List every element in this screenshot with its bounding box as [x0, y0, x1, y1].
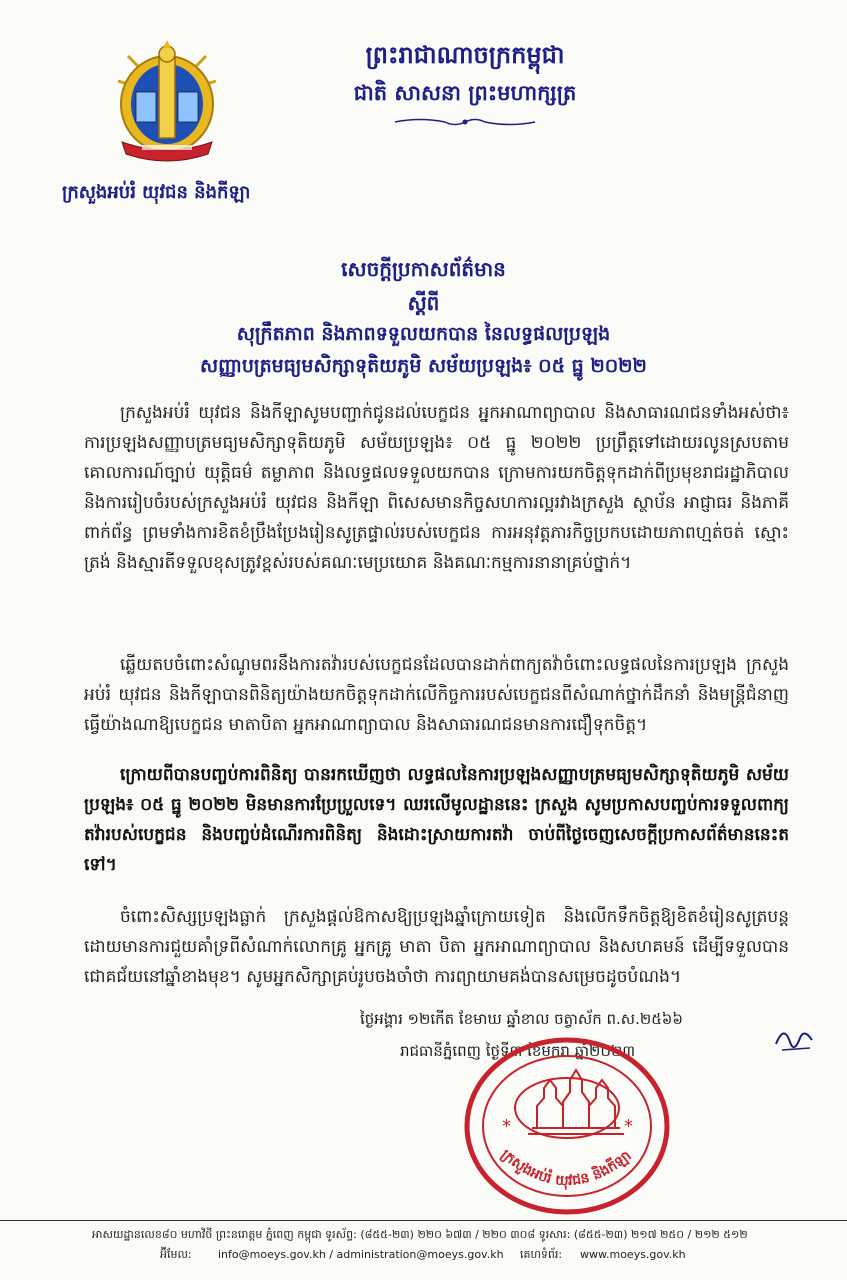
- title-subject-1: សុក្រឹតភាព និងភាពទទួលយកបាន នៃលទ្ធផលប្រឡង: [236, 323, 611, 345]
- title-subject-2: សញ្ញាបត្រមធ្យមសិក្សាទុតិយភូមិ សម័យប្រឡង៖ ០៥ ធ្នូ ២០២២: [200, 355, 647, 377]
- footer-email-label: អ៊ីមែល:: [160, 1248, 192, 1261]
- paragraph-1: ក្រសួងអប់រំ យុវជន និងកីឡាសូមបញ្ជាក់ជូនដល់បេក្ខជន អ្នកអាណាព្យាបាល និងសាធារណជនទាំងអស់ថា៖ ការប្រឡងសញ្ញាបត្រមធ្យមសិក្សាទុតិយភូមិ សម័យប្រឡង៖ ០៥ ធ្នូ ២០២២ ប្រព្រឹត្តទៅដោយរលូនស្របតាមគោលការណ៍ច្បាប់ យុត្តិធម៌ តម្លាភាព និងលទ្ធផលទទួលយកបាន ក្រោមការយកចិត្តទុកដាក់ពីប្រមុខរាជរដ្ឋាភិបាល និងការរៀបចំរបស់ក្រសួងអប់រំ យុវជន និងកីឡា ពិសេសមានកិច្ចសហការល្អរវាងក្រសួង ស្ថាប័ន អាជ្ញាធរ និងភាគីពាក់ព័ន្ធ ព្រមទាំងការខិតខំប្រឹងប្រែងរៀនសូត្រផ្ទាល់របស់បេក្ខជន ការអនុវត្តភារកិច្ចប្រកបដោយភាពហ្មត់ចត់ ស្មោះត្រង់ និងស្មារតីទទួលខុសត្រូវខ្ពស់របស់គណៈមេប្រយោគ និងគណៈកម្មការនានាគ្រប់ថ្នាក់។: [84, 403, 789, 573]
- paragraph-3: ក្រោយពីបានបញ្ចប់ការពិនិត្យ បានរកឃើញថា លទ្ធផលនៃការប្រឡងសញ្ញាបត្រមធ្យមសិក្សាទុតិយភូមិ សម័យប្រឡង៖ ០៥ ធ្នូ ២០២២ មិនមានការប្រែប្រួលទេ។ ឈរលើមូលដ្ឋាននេះ ក្រសួង សូមប្រកាសបញ្ចប់ការទទួលពាក្យតវ៉ារបស់បេក្ខជន និងបញ្ចប់ដំណើរការពិនិត្យ និងដោះស្រាយការតវ៉ា ចាប់ពីថ្ងៃចេញសេចក្តីប្រកាសព័ត៌មាននេះតទៅ។: [84, 765, 789, 875]
- footer-divider: [0, 1220, 847, 1221]
- ministry-name: ក្រសួងអប់រំ យុវជន និងកីឡា: [62, 182, 251, 203]
- motto-ornament: [390, 114, 540, 128]
- kingdom-heading: ព្រះរាជាណាចក្រកម្ពុជា: [365, 41, 565, 69]
- svg-text:*: *: [502, 1116, 511, 1137]
- seal-text: ក្រសួងអប់រំ យុវជន និងកីឡា: [497, 1146, 635, 1190]
- announcement-title: សេចក្តីប្រកាសព័ត៌មាន: [341, 257, 506, 281]
- paragraph-2: ឆ្លើយតបចំពោះសំណូមពរនឹងការតវ៉ារបស់បេក្ខជនដែលបានដាក់ពាក្យតវ៉ាចំពោះលទ្ធផលនៃការប្រឡង ក្រសួងអប់រំ យុវជន និងកីឡាបានពិនិត្យយ៉ាងយកចិត្តទុកដាក់លើកិច្ចការរបស់បេក្ខជនពីសំណាក់ថ្នាក់ដឹកនាំ និងមន្ត្រីជំនាញ ធ្វើយ៉ាងណាឱ្យបេក្ខជន មាតាបិតា អ្នកអាណាព្យាបាល និងសាធារណជនមានការជឿទុកចិត្ត។: [84, 655, 789, 735]
- lunar-date: ថ្ងៃអង្គារ ១២កើត ខែមាឃ ឆ្នាំខាល ចត្វាស័ក ព.ស.២៥៦៦: [360, 1010, 684, 1028]
- ministry-emblem-icon: [108, 36, 226, 166]
- footer-email-link[interactable]: info@moeys.gov.kh / administration@moeys.gov.kh: [218, 1248, 504, 1261]
- paragraph-4: ចំពោះសិស្សប្រឡងធ្លាក់ ក្រសួងផ្តល់ឱកាសឱ្យប្រឡងឆ្នាំក្រោយទៀត និងលើកទឹកចិត្តឱ្យខិតខំរៀនសូត្របន្ត ដោយមានការជួយគាំទ្រពីសំណាក់លោកគ្រូ អ្នកគ្រូ មាតា បិតា អ្នកអាណាព្យាបាល និងសហគមន៍ ដើម្បីទទួលបានជោគជ័យនៅឆ្នាំខាងមុខ។ សូមអ្នកសិក្សាគ្រប់រូបចងចាំថា ការព្យាយាមគង់បានសម្រេចដូចបំណង។: [84, 907, 789, 987]
- solar-date: រាជធានីភ្នំពេញ ថ្ងៃទី៣ ខែមករា ឆ្នាំ២០២៣: [400, 1042, 636, 1060]
- official-seal-icon: [462, 1036, 672, 1216]
- signature-icon: [770, 1020, 820, 1060]
- svg-text:*: *: [624, 1116, 633, 1137]
- national-motto: ជាតិ សាសនា ព្រះមហាក្សត្រ: [353, 81, 577, 105]
- footer-web-label: គេហទំព័រ:: [520, 1248, 563, 1261]
- footer-web-link[interactable]: www.moeys.gov.kh: [580, 1248, 686, 1261]
- title-regarding: ស្តីពី: [407, 291, 440, 315]
- footer-address: អាសយដ្ឋានលេខ៨០ មហាវិថី ព្រះនរោត្តម ភ្នំពេញ កម្ពុជា ទូរស័ព្ទ: (៨៥៥-២៣) ២២០ ៦៧៣ / ២២០ ៣០៨ ទូរសារ: (៨៥៥-២៣) ២១៧ ២៥០ / ២១២ ៥១២: [92, 1228, 748, 1241]
